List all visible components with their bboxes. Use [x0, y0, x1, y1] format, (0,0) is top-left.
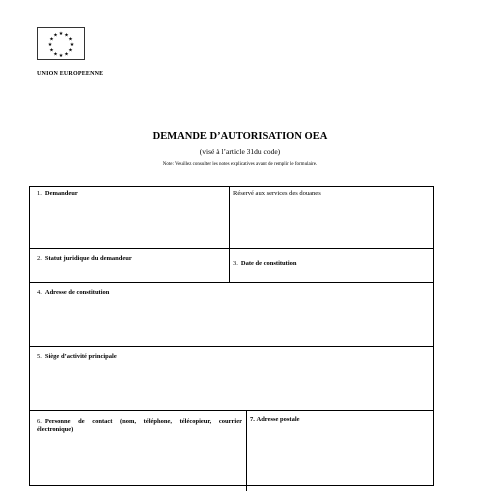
form-row-5 — [30, 411, 433, 491]
union-label: UNION EUROPEENNE — [37, 71, 104, 77]
field-number: 6. — [37, 418, 42, 425]
field-constitution-address[interactable] — [30, 283, 433, 347]
form-row-1 — [30, 187, 433, 249]
field-number: 3. — [233, 260, 238, 267]
customs-reserved-box — [229, 187, 433, 248]
svg-text:★: ★ — [64, 51, 69, 58]
svg-text:★: ★ — [58, 31, 64, 37]
field-number: 5. — [37, 353, 42, 360]
customs-reserved-label: Réservé aux services des douanes — [233, 190, 321, 197]
field-number: 4. — [37, 289, 42, 296]
svg-text:★: ★ — [68, 36, 73, 43]
page-title: DEMANDE D’AUTORISATION OEA — [152, 131, 328, 142]
svg-text:★: ★ — [69, 42, 75, 48]
svg-text:★: ★ — [68, 47, 73, 54]
page-subtitle: (visé à l’article 31du code) — [199, 147, 281, 156]
eu-flag-icon — [38, 28, 84, 59]
form-row-2 — [30, 249, 433, 283]
svg-text:★: ★ — [58, 53, 64, 59]
instructions-note: Note: Veuillez consulter les notes explicatives avant de remplir le formulaire. — [162, 162, 318, 167]
field-label-postal-address: Adresse postale — [256, 416, 300, 423]
application-form — [29, 186, 434, 486]
field-postal-address[interactable] — [246, 411, 433, 491]
field-legal-status[interactable] — [30, 249, 229, 282]
field-label-legal-status: Statut juridique du demandeur — [44, 255, 132, 262]
svg-text:★: ★ — [64, 32, 69, 39]
field-number: 1. — [37, 190, 42, 197]
field-label-contact-person: Personne de contact (nom, téléphone, télécopieur, courrier électronique) — [37, 418, 242, 433]
field-number: 7. — [250, 416, 255, 423]
field-number: 2. — [37, 255, 42, 262]
field-applicant[interactable] — [30, 187, 229, 248]
field-constitution-date[interactable] — [229, 249, 433, 282]
svg-text:★: ★ — [49, 47, 54, 54]
eu-flag-logo — [37, 27, 85, 60]
svg-text:★: ★ — [49, 36, 54, 43]
field-label-main-business-seat: Siège d’activité principale — [44, 353, 117, 360]
field-main-business-seat[interactable] — [30, 347, 433, 411]
svg-text:★: ★ — [53, 51, 58, 58]
field-contact-person[interactable] — [30, 411, 246, 491]
field-label-constitution-date: Date de constitution — [240, 260, 297, 267]
field-label-applicant: Demandeur — [44, 190, 78, 197]
field-label-constitution-address: Adresse de constitution — [44, 289, 110, 296]
svg-text:★: ★ — [47, 42, 53, 48]
svg-text:★: ★ — [53, 32, 58, 39]
